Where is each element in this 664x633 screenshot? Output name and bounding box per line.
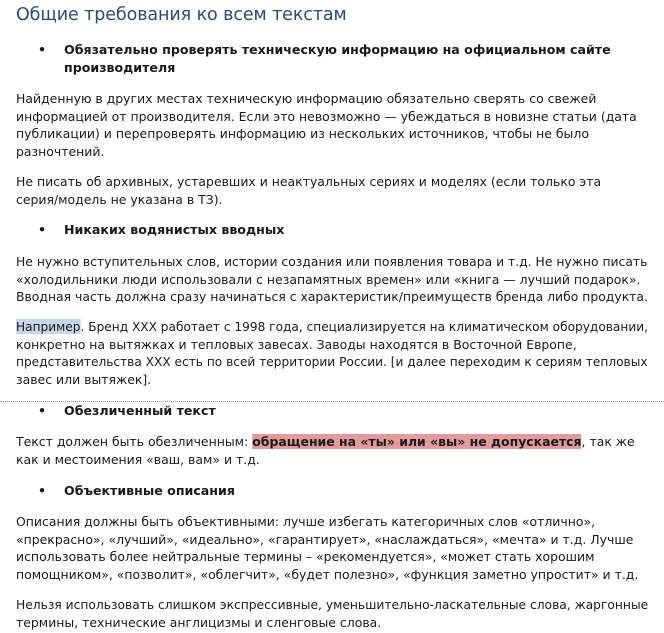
heading-text: Обязательно проверять техническую информацию на официальном сайте производителя (64, 42, 611, 75)
heading-text: Объективные описания (64, 483, 235, 498)
page-title: Общие требования ко всем текстам (16, 5, 347, 25)
bullet-icon: • (38, 222, 47, 237)
paragraph: Текст должен быть обезличенным: обращение на «ты» или «вы» не допускается, так же как и местоимения «ваш, вам» и т.д. (16, 434, 635, 467)
paragraph: Описания должны быть объективными: лучше избегать категоричных слов «отлично», «прекрасно», «лучший», «идеально», «гарантирует», «наслаждаться», «мечта» и т.д. Лучше использовать более нейтральные термины – «рекомендуется», «может стать хорошим помощником», «позволит», «облегчит», «будет полезно», «функция заметно упростит» и т.д. (16, 514, 639, 582)
bullet-icon: • (38, 483, 47, 498)
bullet-icon: • (38, 403, 47, 418)
paragraph: Найденную в других местах техническую информацию обязательно сверять со свежей информацией от производителя. Если это невозможно — убеждаться в новизне статьи (дата публикации) и перепроверять информацию из нескольких источников, чтобы не было разночтений. (16, 91, 637, 159)
paragraph: Не писать об архивных, устаревших и неактуальных сериях и моделях (если только эта серия/модель не указана в ТЗ). (16, 174, 602, 207)
paragraph: Нельзя использовать слишком экспрессивные, уменьшительно-ласкательные слова, жаргонные термины, технические англицизмы и сленговые слова. (16, 597, 649, 630)
heading-text: Никаких водянистых вводных (64, 222, 285, 237)
bullet-icon: • (38, 42, 47, 57)
highlighted-word: Например (16, 319, 81, 334)
example-paragraph: Например. Бренд ХХХ работает с 1998 года, специализируется на климатическом оборудовании, конкретно на вытяжках и тепловых завесах. Заводы находятся в Восточной Европе, представительства ХХХ есть по всей территории России. [и далее переходим к сериям тепловых завес или вытяжек]. (16, 319, 648, 387)
highlighted-rule: обращение на «ты» или «вы» не допускается (252, 434, 582, 449)
heading-text: Обезличенный текст (64, 403, 216, 418)
paragraph: Не нужно вступительных слов, истории создания или появления товара и т.д. Не нужно писать «холодильники люди использовали с незапамятных времен» или «книга — лучший подарок». Вводная часть должна сразу начинаться с характеристик/преимуществ бренда либо продукта. (16, 254, 648, 305)
